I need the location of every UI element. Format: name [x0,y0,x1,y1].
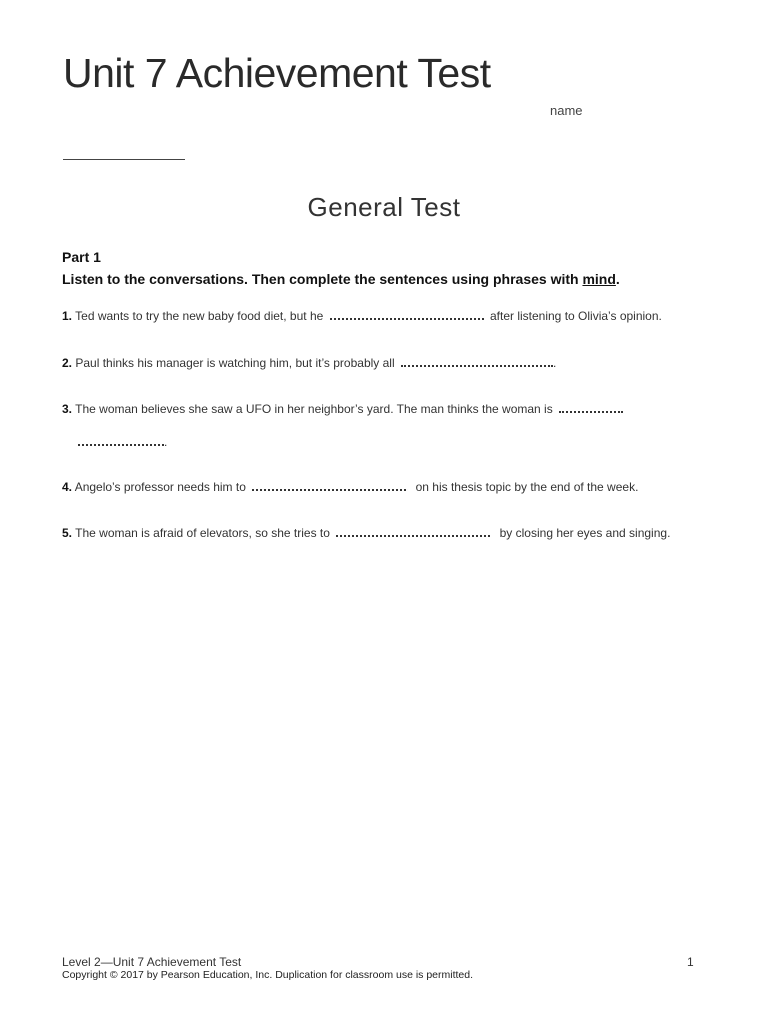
question-text: The woman believes she saw a UFO in her neighbor’s yard. The man thinks the woman is [75,402,553,416]
answer-blank[interactable] [252,479,406,491]
name-label: name [550,103,583,118]
question-3-continued [78,434,167,449]
question-number: 2. [62,356,73,370]
footer-course: Level 2—Unit 7 Achievement Test [62,955,242,969]
page-number: 1 [687,955,694,969]
question-text: Paul thinks his manager is watching him, but it’s probably all [75,356,395,370]
question-text-after: on his thesis topic by the end of the week. [415,480,639,494]
footer-copyright: Copyright © 2017 by Pearson Education, Inc. Duplication for classroom use is permitted. [62,969,474,981]
answer-blank[interactable] [336,525,490,537]
question-number: 3. [62,402,73,416]
answer-blank-continued[interactable] [78,434,164,446]
question-text-after: after listening to Olivia’s opinion. [489,309,662,323]
part-label: Part 1 [62,249,101,265]
question-text-after: by closing her eyes and singing. [499,526,671,540]
section-title: General Test [307,192,461,222]
question-1 [62,308,662,323]
instructions-text: Listen to the conversations. Then complete the sentences using phrases with [62,271,583,287]
question-2 [62,355,556,370]
answer-blank[interactable] [330,308,484,320]
question-text: Angelo’s professor needs him to [74,480,246,494]
question-text: The woman is afraid of elevators, so she tries to [75,526,330,540]
page-title: Unit 7 Achievement Test [63,50,491,96]
question-text-after: . [552,356,557,370]
question-3 [62,401,626,416]
answer-blank[interactable] [559,401,623,413]
question-4 [62,479,638,494]
answer-blank[interactable] [401,355,553,367]
question-number: 5. [62,526,73,540]
part-instructions [62,271,620,287]
question-5 [62,525,670,540]
name-answer-line[interactable] [63,159,185,160]
question-text-after: . [164,435,168,449]
question-number: 1. [62,309,73,323]
question-number: 4. [62,480,73,494]
instructions-end: . [615,271,620,287]
instructions-keyword: mind [582,271,616,287]
question-text: Ted wants to try the new baby food diet, but he [75,309,324,323]
